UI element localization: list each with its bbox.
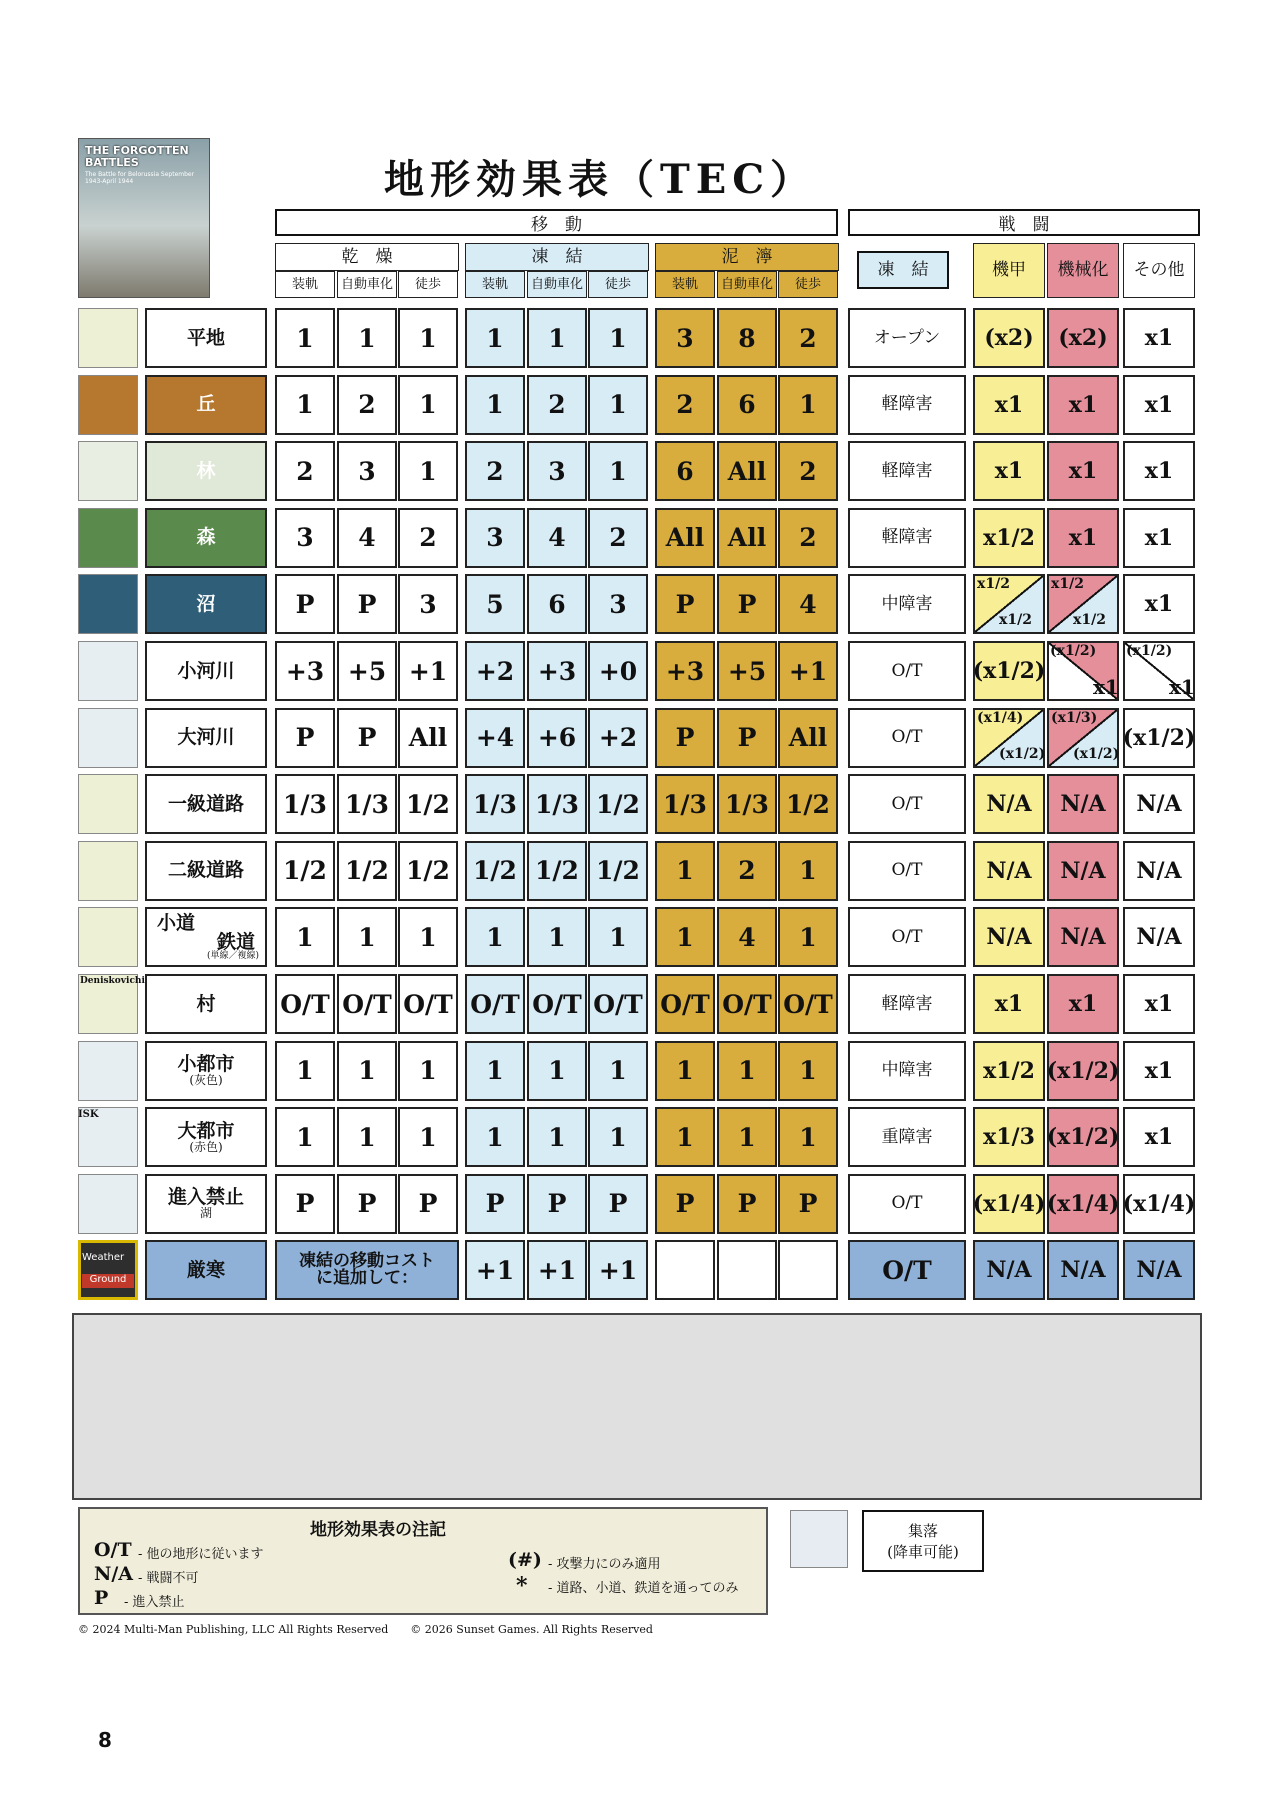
combat-mod: N/A <box>973 1240 1045 1300</box>
combat-mod: N/A <box>1047 774 1119 834</box>
combat-type: O/T <box>848 641 966 701</box>
move-cost: 2 <box>527 375 587 435</box>
terrain-label: 森 <box>145 508 267 568</box>
note-ot-text: - 他の地形に従います <box>138 1547 264 1562</box>
note-star-text: - 道路、小道、鉄道を通ってのみ <box>548 1581 739 1596</box>
move-cost: 1/3 <box>465 774 525 834</box>
note-ot: O/T <box>94 1539 132 1561</box>
move-cost: O/T <box>527 974 587 1034</box>
page-number: 8 <box>98 1728 112 1752</box>
combat-col-header: 機甲 <box>973 243 1045 298</box>
frozen-combat-header: 凍 結 <box>857 251 949 289</box>
move-cost: 1 <box>588 375 648 435</box>
terrain-label: 小河川 <box>145 641 267 701</box>
move-cost: 2 <box>778 508 838 568</box>
move-cost: 1 <box>275 907 335 967</box>
mech-header: 装軌 <box>655 271 715 298</box>
combat-mod: x1 <box>1047 441 1119 501</box>
move-cost: 4 <box>778 574 838 634</box>
terrain-label <box>145 907 267 967</box>
combat-mod: x1 <box>1123 441 1195 501</box>
terrain-icon <box>78 1174 138 1234</box>
move-cost: 1/2 <box>398 774 458 834</box>
combat-mod: N/A <box>1047 1240 1119 1300</box>
split-bottom: x1 <box>1169 675 1195 699</box>
note-na: N/A <box>94 1563 134 1585</box>
move-cost: P <box>275 574 335 634</box>
move-cost: 2 <box>275 441 335 501</box>
move-cost: 2 <box>717 841 777 901</box>
combat-mod: x1 <box>1047 508 1119 568</box>
move-cost: O/T <box>465 974 525 1034</box>
note-star: * <box>516 1573 528 1599</box>
move-cost: P <box>337 574 397 634</box>
combat-mod: N/A <box>1047 907 1119 967</box>
combat-type: O/T <box>848 907 966 967</box>
mech-header: 自動車化 <box>337 271 397 298</box>
move-cost: P <box>717 1174 777 1234</box>
combat-type: オープン <box>848 308 966 368</box>
move-cost: 3 <box>527 441 587 501</box>
combat-mod: N/A <box>1123 774 1195 834</box>
move-cost: 1 <box>337 1107 397 1167</box>
frozen-header: 凍 結 <box>465 243 649 271</box>
combat-mod: N/A <box>973 907 1045 967</box>
combat-type: 軽障害 <box>848 508 966 568</box>
cover-title: THE FORGOTTEN BATTLES <box>85 144 189 169</box>
terrain-label: 林 <box>145 441 267 501</box>
move-cost: 1 <box>588 1041 648 1101</box>
move-cost: All <box>717 508 777 568</box>
combat-mod: (x1/2) <box>1047 1107 1119 1167</box>
combat-mod: x1 <box>1123 974 1195 1034</box>
move-cost: P <box>275 708 335 768</box>
hamlet-icon <box>790 1510 848 1568</box>
terrain-icon <box>78 375 138 435</box>
combat-col-header: 機械化 <box>1047 243 1119 298</box>
move-cost: 1 <box>717 1107 777 1167</box>
move-cost: 1/2 <box>527 841 587 901</box>
move-cost: O/T <box>588 974 648 1034</box>
combat-type: O/T <box>848 841 966 901</box>
terrain-note: (単線／複線) <box>206 950 259 961</box>
combat-mod: (x2) <box>973 308 1045 368</box>
village-name: Deniskovichi <box>80 976 145 986</box>
split-top: x1/2 <box>1051 576 1084 593</box>
combat-type: 中障害 <box>848 574 966 634</box>
move-cost: 6 <box>655 441 715 501</box>
terrain-name: 小道 <box>157 911 196 934</box>
move-cost: O/T <box>717 974 777 1034</box>
move-cost: 1 <box>337 907 397 967</box>
move-cost: 1 <box>465 1107 525 1167</box>
terrain-icon <box>78 574 138 634</box>
move-cost: 4 <box>717 907 777 967</box>
mud-header: 泥 濘 <box>655 243 839 271</box>
move-cost: 1 <box>465 1041 525 1101</box>
move-cost: P <box>655 1174 715 1234</box>
terrain-icon <box>78 441 138 501</box>
move-cost: 4 <box>527 508 587 568</box>
move-cost: O/T <box>398 974 458 1034</box>
move-cost: 1/3 <box>527 774 587 834</box>
combat-mod: N/A <box>1123 907 1195 967</box>
move-cost: 1 <box>275 1107 335 1167</box>
move-cost: O/T <box>337 974 397 1034</box>
terrain-icon <box>78 1041 138 1101</box>
move-cost: P <box>717 708 777 768</box>
move-cost: 3 <box>465 508 525 568</box>
move-cost: 1 <box>398 1041 458 1101</box>
empty-cell <box>655 1240 715 1300</box>
combat-mod: x1 <box>973 375 1045 435</box>
combat-mod: (x1/4) <box>973 1174 1045 1234</box>
move-cost: All <box>717 441 777 501</box>
mech-header: 徒歩 <box>398 271 458 298</box>
move-cost: P <box>527 1174 587 1234</box>
move-cost: 1 <box>527 1107 587 1167</box>
split-bottom: x1 <box>1093 675 1119 699</box>
move-cost: P <box>588 1174 648 1234</box>
move-cost: 3 <box>588 574 648 634</box>
move-cost: 1 <box>398 375 458 435</box>
dry-header: 乾 燥 <box>275 243 459 271</box>
game-cover <box>78 138 210 298</box>
move-cost: +5 <box>717 641 777 701</box>
move-cost: 1 <box>588 1107 648 1167</box>
combat-type: O/T <box>848 774 966 834</box>
note-p: P <box>94 1587 109 1609</box>
move-cost: 1/2 <box>778 774 838 834</box>
move-cost: All <box>398 708 458 768</box>
mech-header: 装軌 <box>275 271 335 298</box>
combat-col-header: その他 <box>1123 243 1195 298</box>
combat-mod: (x1/4) <box>1047 1174 1119 1234</box>
terrain-name: 進入禁止 <box>167 1186 244 1209</box>
combat-mod: (x1/2) <box>973 641 1045 701</box>
move-cost: 2 <box>465 441 525 501</box>
cover-subtitle: The Battle for Belorussia September 1943-April 1944 <box>85 171 195 185</box>
combat-mod: N/A <box>1123 1240 1195 1300</box>
page-title: 地形効果表（TEC） <box>383 156 817 203</box>
terrain-label <box>145 1174 267 1234</box>
weather-ground-icon <box>78 1240 138 1300</box>
combat-mod: x1/2 <box>973 1041 1045 1101</box>
move-cost: +0 <box>588 641 648 701</box>
split-bottom: x1/2 <box>1073 612 1106 629</box>
terrain-sub: 湖 <box>199 1206 212 1221</box>
move-cost: +5 <box>337 641 397 701</box>
move-cost: 1 <box>588 907 648 967</box>
move-cost: 1 <box>398 1107 458 1167</box>
move-cost: 6 <box>527 574 587 634</box>
combat-mod: x1 <box>1123 574 1195 634</box>
mech-header: 自動車化 <box>527 271 587 298</box>
move-cost: O/T <box>778 974 838 1034</box>
terrain-sub: (灰色) <box>189 1073 223 1088</box>
combat-mod: x1 <box>1123 308 1195 368</box>
move-cost: 1 <box>655 841 715 901</box>
terrain-icon <box>78 841 138 901</box>
terrain-icon <box>78 508 138 568</box>
move-cost: 1/2 <box>337 841 397 901</box>
move-cost: O/T <box>275 974 335 1034</box>
combat-type: 中障害 <box>848 1041 966 1101</box>
move-cost: 1 <box>778 907 838 967</box>
move-cost: 1 <box>465 907 525 967</box>
combat-type: O/T <box>848 1240 966 1300</box>
combat-mod: x1 <box>1123 508 1195 568</box>
move-cost: 1 <box>398 441 458 501</box>
move-cost: +6 <box>527 708 587 768</box>
move-cost: P <box>717 574 777 634</box>
weather-label: Weather <box>82 1252 125 1264</box>
move-cost: 3 <box>398 574 458 634</box>
city-name: ISK <box>78 1109 99 1121</box>
copyright: © 2024 Multi-Man Publishing, LLC All Rights Reserved © 2026 Sunset Games. All Rights Reserved <box>78 1623 653 1636</box>
combat-type: 軽障害 <box>848 441 966 501</box>
move-cost: 1/3 <box>717 774 777 834</box>
move-cost: 1/2 <box>275 841 335 901</box>
move-cost: 2 <box>398 508 458 568</box>
empty-cell <box>717 1240 777 1300</box>
terrain-label: 平地 <box>145 308 267 368</box>
combat-mod: x1/2 <box>973 508 1045 568</box>
terrain-label: 一級道路 <box>145 774 267 834</box>
move-cost: 1 <box>465 308 525 368</box>
move-cost: 1 <box>655 907 715 967</box>
terrain-name: 小都市 <box>177 1053 235 1076</box>
move-cost: 1/2 <box>588 841 648 901</box>
move-cost: +3 <box>655 641 715 701</box>
move-cost: P <box>465 1174 525 1234</box>
move-cost: 1 <box>588 308 648 368</box>
move-cost: 2 <box>588 508 648 568</box>
mech-header: 装軌 <box>465 271 525 298</box>
terrain-sub: 鉄道 <box>216 930 255 953</box>
move-cost: O/T <box>655 974 715 1034</box>
move-cost: 8 <box>717 308 777 368</box>
note-p-text: - 進入禁止 <box>124 1595 185 1610</box>
combat-type: 重障害 <box>848 1107 966 1167</box>
move-cost: +1 <box>398 641 458 701</box>
move-cost: 3 <box>337 441 397 501</box>
combat-mod: N/A <box>973 841 1045 901</box>
combat-mod: x1 <box>1123 1041 1195 1101</box>
move-cost: 1 <box>465 375 525 435</box>
move-cost: P <box>337 1174 397 1234</box>
terrain-icon <box>78 641 138 701</box>
move-cost: 1 <box>337 1041 397 1101</box>
note-na-text: - 戦闘不可 <box>138 1571 199 1586</box>
move-cost: 2 <box>778 441 838 501</box>
move-cost: 1 <box>778 1041 838 1101</box>
terrain-label: 大河川 <box>145 708 267 768</box>
move-cost: 1 <box>275 1041 335 1101</box>
move-cost: P <box>655 708 715 768</box>
move-cost: All <box>778 708 838 768</box>
ice-section <box>72 1313 1202 1500</box>
move-cost: 1/3 <box>337 774 397 834</box>
split-top: (x1/2) <box>1050 643 1097 659</box>
combat-mod: x1 <box>1047 375 1119 435</box>
move-cost: 1 <box>717 1041 777 1101</box>
split-top: (x1/4) <box>977 709 1024 726</box>
notes-box <box>78 1507 768 1615</box>
note-hash: (#) <box>508 1549 542 1571</box>
move-cost: +2 <box>588 708 648 768</box>
combat-mod: (x1/2) <box>1123 708 1195 768</box>
note-hash-text: - 攻撃力にのみ適用 <box>548 1557 661 1572</box>
combat-mod: x1/3 <box>973 1107 1045 1167</box>
terrain-label: 二級道路 <box>145 841 267 901</box>
move-cost: 3 <box>275 508 335 568</box>
move-cost: 6 <box>717 375 777 435</box>
move-cost: 1/2 <box>588 774 648 834</box>
move-cost: +4 <box>465 708 525 768</box>
terrain-name: 大都市 <box>177 1119 235 1142</box>
move-cost: +3 <box>275 641 335 701</box>
combat-mod: (x1/2) <box>1047 1041 1119 1101</box>
mech-header: 自動車化 <box>717 271 777 298</box>
combat-type: O/T <box>848 708 966 768</box>
combat-mod: N/A <box>973 774 1045 834</box>
move-cost: 1/2 <box>465 841 525 901</box>
move-cost: 1 <box>398 907 458 967</box>
move-cost: +1 <box>527 1240 587 1300</box>
move-cost: 1 <box>275 308 335 368</box>
move-cost: 1 <box>778 1107 838 1167</box>
move-cost: 1 <box>398 308 458 368</box>
combat-type: 軽障害 <box>848 974 966 1034</box>
terrain-icon <box>78 308 138 368</box>
split-bottom: x1/2 <box>999 612 1032 629</box>
severe-note: 凍結の移動コスト に追加して： <box>275 1240 459 1300</box>
combat-mod: (x2) <box>1047 308 1119 368</box>
terrain-label: 丘 <box>145 375 267 435</box>
move-cost: P <box>655 574 715 634</box>
combat-type: 軽障害 <box>848 375 966 435</box>
move-cost: +3 <box>527 641 587 701</box>
move-cost: +1 <box>778 641 838 701</box>
mech-header: 徒歩 <box>588 271 648 298</box>
split-bottom: (x1/2) <box>1073 745 1120 762</box>
terrain-label: 厳寒 <box>145 1240 267 1300</box>
move-cost: P <box>337 708 397 768</box>
move-cost: +1 <box>588 1240 648 1300</box>
move-cost: 1 <box>588 441 648 501</box>
move-cost: 1 <box>778 841 838 901</box>
ground-label: Ground <box>82 1274 134 1288</box>
move-cost: 1/2 <box>398 841 458 901</box>
terrain-label: 沼 <box>145 574 267 634</box>
move-cost: 1 <box>527 308 587 368</box>
move-cost: 3 <box>655 308 715 368</box>
empty-cell <box>778 1240 838 1300</box>
move-cost: 1 <box>337 308 397 368</box>
move-cost: 2 <box>337 375 397 435</box>
move-cost: 2 <box>778 308 838 368</box>
move-cost: 1 <box>275 375 335 435</box>
mech-header: 徒歩 <box>778 271 838 298</box>
combat-mod: x1 <box>1047 974 1119 1034</box>
move-cost: 4 <box>337 508 397 568</box>
move-cost: All <box>655 508 715 568</box>
split-top: (x1/3) <box>1051 709 1098 726</box>
move-cost: 2 <box>655 375 715 435</box>
terrain-sub: (赤色) <box>189 1139 223 1154</box>
move-cost: 1/3 <box>275 774 335 834</box>
terrain-label <box>145 1041 267 1101</box>
move-cost: 5 <box>465 574 525 634</box>
hamlet-label: 集落 (降車可能) <box>862 1510 984 1572</box>
combat-mod: N/A <box>1047 841 1119 901</box>
move-cost: P <box>275 1174 335 1234</box>
combat-mod: N/A <box>1123 841 1195 901</box>
move-cost: 1 <box>527 907 587 967</box>
terrain-icon <box>78 708 138 768</box>
move-cost: 1 <box>778 375 838 435</box>
combat-type: O/T <box>848 1174 966 1234</box>
split-top: (x1/2) <box>1126 643 1173 659</box>
combat-header: 戦 闘 <box>848 209 1200 236</box>
move-header: 移 動 <box>275 209 838 236</box>
terrain-label <box>145 1107 267 1167</box>
move-cost: 1 <box>655 1107 715 1167</box>
terrain-label: 村 <box>145 974 267 1034</box>
move-cost: +2 <box>465 641 525 701</box>
combat-mod: x1 <box>1123 1107 1195 1167</box>
split-bottom: (x1/2) <box>999 745 1046 762</box>
move-cost: +1 <box>465 1240 525 1300</box>
combat-mod: x1 <box>1123 375 1195 435</box>
terrain-icon <box>78 907 138 967</box>
combat-mod: (x1/4) <box>1123 1174 1195 1234</box>
move-cost: P <box>778 1174 838 1234</box>
terrain-icon <box>78 774 138 834</box>
combat-mod: x1 <box>973 441 1045 501</box>
split-top: x1/2 <box>977 576 1010 593</box>
notes-title: 地形効果表の注記 <box>310 1520 446 1540</box>
move-cost: P <box>398 1174 458 1234</box>
move-cost: 1 <box>655 1041 715 1101</box>
combat-mod: x1 <box>973 974 1045 1034</box>
move-cost: 1 <box>527 1041 587 1101</box>
move-cost: 1/3 <box>655 774 715 834</box>
